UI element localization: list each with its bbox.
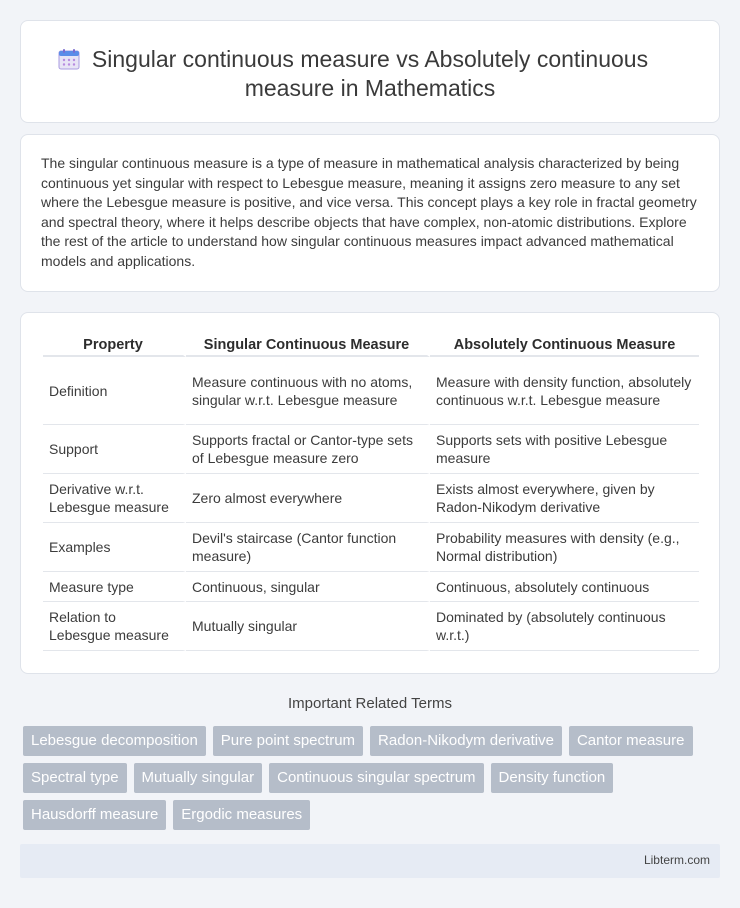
row-absolute: Dominated by (absolutely continuous w.r.t.) (430, 602, 699, 651)
row-singular: Zero almost everywhere (186, 474, 430, 523)
related-tag[interactable]: Density function (491, 763, 614, 793)
row-absolute: Exists almost everywhere, given by Radon-Nikodym derivative (430, 474, 699, 523)
table-row (43, 602, 699, 651)
table-row (43, 474, 699, 523)
related-tag[interactable]: Hausdorff measure (23, 800, 166, 830)
footer-site-link[interactable]: Libterm.com (643, 853, 710, 867)
row-property: Relation to Lebesgue measure (43, 602, 186, 651)
related-tag[interactable]: Lebesgue decomposition (23, 726, 206, 756)
table-row (43, 357, 699, 425)
row-absolute: Continuous, absolutely continuous (430, 572, 699, 602)
header-absolute: Absolutely Continuous Measure (430, 333, 699, 357)
comparison-table-card (20, 312, 720, 674)
intro-paragraph: The singular continuous measure is a type of measure in mathematical analysis characterized by being continuous yet singular with respect to Lebesgue measure, meaning it assigns zero measure to any set where the Lebesgue measure is positive, and vice versa. This concept plays a key role in fractal geometry and spectral theory, where it helps describe objects that have complex, non-atomic distributions. Explore the rest of the article to understand how singular continuous measures impact advanced mathematical models and applications. (41, 155, 697, 269)
related-tag[interactable]: Cantor measure (569, 726, 693, 756)
table-row (43, 523, 699, 572)
related-tag[interactable]: Spectral type (23, 763, 127, 793)
row-singular: Devil's staircase (Cantor function measure) (186, 523, 430, 572)
related-terms-heading: Important Related Terms (288, 695, 452, 712)
row-property: Definition (43, 357, 186, 425)
related-tag[interactable]: Mutually singular (134, 763, 263, 793)
title-card (20, 20, 720, 123)
comparison-table (43, 333, 699, 651)
header-property: Property (43, 333, 186, 357)
row-property: Support (43, 425, 186, 474)
header-singular: Singular Continuous Measure (186, 333, 430, 357)
related-tag[interactable]: Continuous singular spectrum (269, 763, 483, 793)
table-row (43, 425, 699, 474)
page-title: Singular continuous measure vs Absolutely continuous measure in Mathematics (91, 46, 649, 101)
row-property: Measure type (43, 572, 186, 602)
related-tag[interactable]: Radon-Nikodym derivative (370, 726, 562, 756)
row-absolute: Measure with density function, absolutely continuous w.r.t. Lebesgue measure (430, 357, 699, 425)
row-absolute: Probability measures with density (e.g., Normal distribution) (430, 523, 699, 572)
row-property: Derivative w.r.t. Lebesgue measure (43, 474, 186, 523)
related-terms-list (23, 726, 723, 830)
table-row (43, 572, 699, 602)
related-tag[interactable]: Ergodic measures (173, 800, 310, 830)
table-header-row (43, 333, 699, 357)
row-singular: Continuous, singular (186, 572, 430, 602)
related-tag[interactable]: Pure point spectrum (213, 726, 363, 756)
row-absolute: Supports sets with positive Lebesgue measure (430, 425, 699, 474)
row-singular: Supports fractal or Cantor-type sets of Lebesgue measure zero (186, 425, 430, 474)
intro-card (20, 134, 720, 292)
row-singular: Measure continuous with no atoms, singular w.r.t. Lebesgue measure (186, 357, 430, 425)
row-singular: Mutually singular (186, 602, 430, 651)
footer (20, 844, 720, 878)
row-property: Examples (43, 523, 186, 572)
